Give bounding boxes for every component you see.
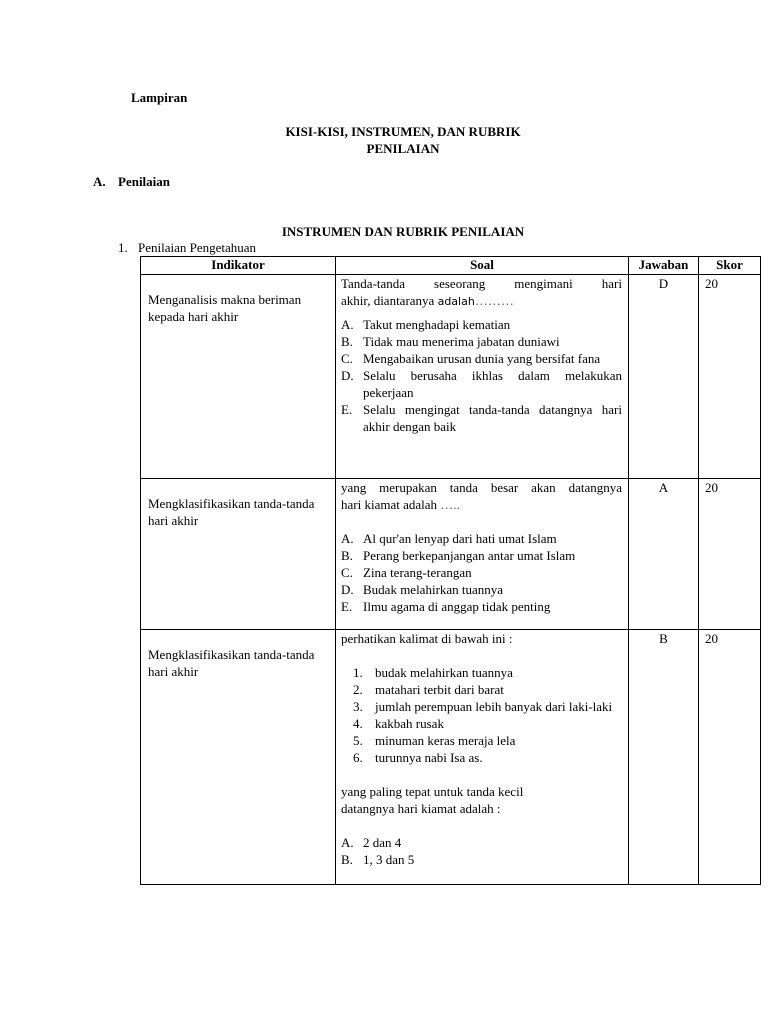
option-item: E. Selalu mengingat tanda-tanda datangnya hari akhir dengan baik bbox=[341, 402, 622, 434]
statement-item: 4. kakbah rusak bbox=[353, 716, 444, 731]
score-cell: 20 bbox=[699, 275, 761, 479]
document-title bbox=[0, 123, 768, 157]
option-item: B. Perang berkepanjangan antar umat Islam bbox=[341, 548, 576, 563]
indikator-cell: Mengklasifikasikan tanda-tanda hari akhir bbox=[141, 630, 336, 885]
question-line: datangnya hari kiamat adalah : bbox=[341, 801, 501, 816]
item-1-label: Penilaian Pengetahuan bbox=[138, 240, 257, 255]
question-cell bbox=[336, 630, 629, 885]
title-line-2: PENILAIAN bbox=[366, 141, 440, 156]
indikator-cell: Mengklasifikasikan tanda-tanda hari akhir bbox=[141, 479, 336, 630]
answer-cell: D bbox=[629, 275, 699, 479]
option-item: E. Ilmu agama di anggap tidak penting bbox=[341, 599, 551, 614]
question-intro: perhatikan kalimat di bawah ini : bbox=[341, 631, 513, 646]
header-skor: Skor bbox=[699, 257, 761, 275]
option-item: C. Zina terang-terangan bbox=[341, 565, 472, 580]
indikator-cell: Menganalisis makna beriman kepada hari akhir bbox=[141, 275, 336, 479]
title-line-1: KISI-KISI, INSTRUMEN, DAN RUBRIK bbox=[285, 124, 521, 139]
option-item: C. Mengabaikan urusan dunia yang bersifat fana bbox=[341, 351, 601, 366]
table-row bbox=[141, 275, 761, 479]
option-item: A. 2 dan 4 bbox=[341, 835, 402, 850]
statement-item: 3. jumlah perempuan lebih banyak dari laki-laki bbox=[353, 699, 613, 714]
question-cell bbox=[336, 275, 629, 479]
score-cell: 20 bbox=[699, 479, 761, 630]
answer-cell: B bbox=[629, 630, 699, 885]
table-row bbox=[141, 479, 761, 630]
option-item: B. 1, 3 dan 5 bbox=[341, 852, 415, 867]
lampiran-heading: Lampiran bbox=[131, 90, 188, 105]
option-item: D. Budak melahirkan tuannya bbox=[341, 582, 504, 597]
option-item: B. Tidak mau menerima jabatan duniawi bbox=[341, 334, 560, 349]
rubric-table bbox=[140, 256, 761, 885]
statement-item: 2. matahari terbit dari barat bbox=[353, 682, 504, 697]
statement-item: 1. budak melahirkan tuannya bbox=[353, 665, 513, 680]
question-line: yang merupakan tanda besar akan datangnya bbox=[341, 480, 622, 495]
option-list bbox=[341, 316, 622, 435]
statement-item: 5. minuman keras meraja lela bbox=[353, 733, 516, 748]
option-list bbox=[341, 530, 622, 615]
answer-cell: A bbox=[629, 479, 699, 630]
question-line: akhir, diantaranya adalah……… bbox=[341, 293, 514, 308]
table-row bbox=[141, 630, 761, 885]
question-line: yang paling tepat untuk tanda kecil bbox=[341, 784, 524, 799]
item-1-number: 1. bbox=[118, 240, 128, 255]
instrument-title: INSTRUMEN DAN RUBRIK PENILAIAN bbox=[281, 224, 525, 239]
header-indikator: Indikator bbox=[141, 257, 336, 275]
question-line: hari kiamat adalah ….. bbox=[341, 497, 460, 512]
question-line: Tanda-tanda seseorang mengimani hari bbox=[341, 276, 622, 291]
question-cell bbox=[336, 479, 629, 630]
header-jawaban: Jawaban bbox=[629, 257, 699, 275]
item-1-heading bbox=[118, 239, 256, 256]
option-item: A. Al qur'an lenyap dari hati umat Islam bbox=[341, 531, 557, 546]
section-a-heading bbox=[93, 173, 170, 190]
section-a-label: Penilaian bbox=[118, 174, 171, 189]
section-a-number: A. bbox=[93, 174, 106, 189]
option-item: A. Takut menghadapi kematian bbox=[341, 317, 511, 332]
statement-list bbox=[341, 664, 622, 766]
option-item: D. Selalu berusaha ikhlas dalam melakukan pekerjaan bbox=[341, 368, 622, 400]
option-list bbox=[341, 834, 622, 868]
header-soal: Soal bbox=[336, 257, 629, 275]
score-cell: 20 bbox=[699, 630, 761, 885]
table-header-row bbox=[141, 257, 761, 275]
statement-item: 6. turunnya nabi Isa as. bbox=[353, 750, 483, 765]
